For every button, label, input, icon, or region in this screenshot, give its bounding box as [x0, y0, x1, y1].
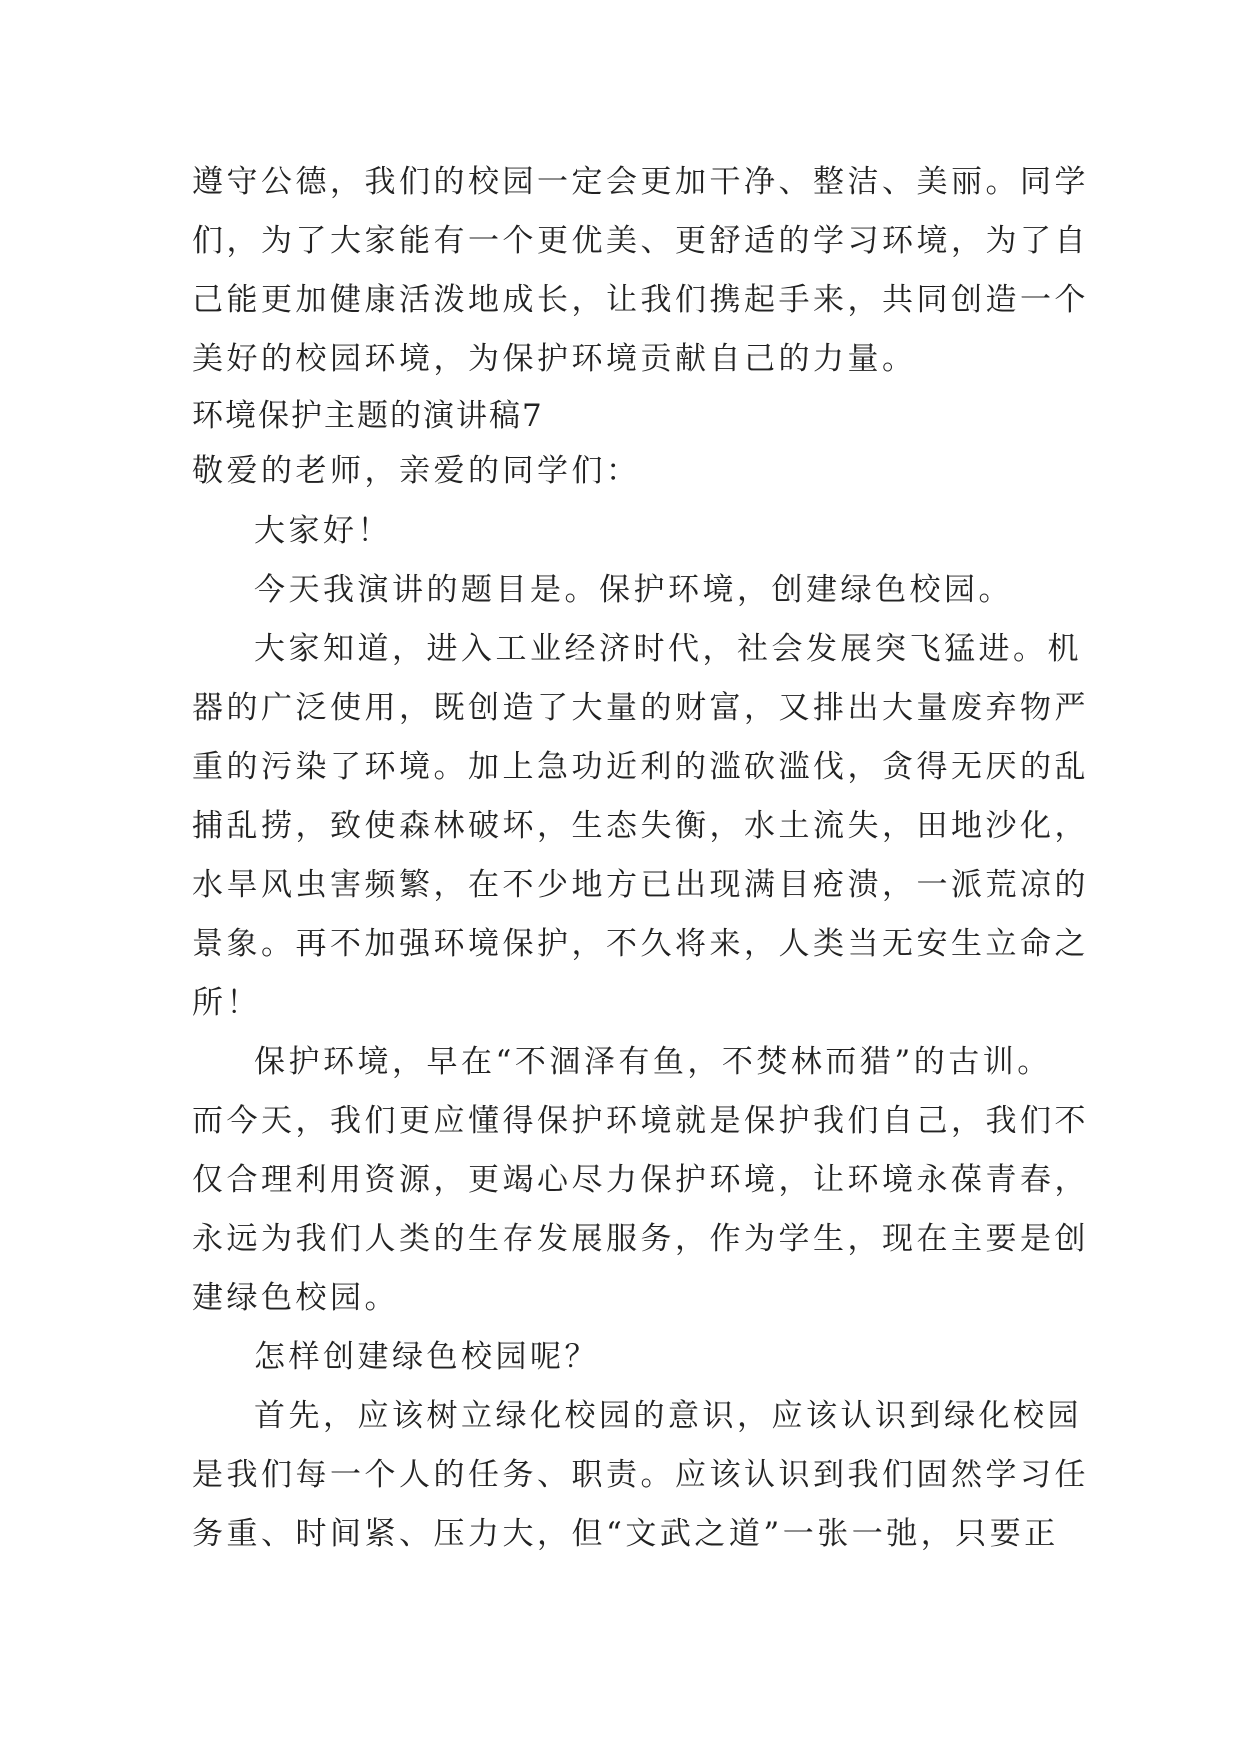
- greeting: 大家好！: [254, 513, 392, 549]
- text-line: 器的广泛使用，既创造了大量的财富，又排出大量废弃物严: [192, 690, 1089, 726]
- paragraph-line: 怎样创建绿色校园呢？: [254, 1339, 599, 1375]
- paragraph-line: 保护环境，早在“不涸泽有鱼，不焚林而猎”的古训。: [254, 1044, 1052, 1080]
- text-line: 捕乱捞，致使森林破坏，生态失衡，水土流失，田地沙化，: [192, 808, 1089, 844]
- text-line: 美好的校园环境，为保护环境贡献自己的力量。: [192, 341, 917, 377]
- section-heading: 环境保护主题的演讲稿7: [192, 398, 544, 434]
- text-line: 而今天，我们更应懂得保护环境就是保护我们自己，我们不: [192, 1103, 1089, 1139]
- paragraph-line: 首先，应该树立绿化校园的意识，应该认识到绿化校园: [254, 1398, 1082, 1434]
- text-line: 景象。再不加强环境保护，不久将来，人类当无安生立命之: [192, 926, 1089, 962]
- text-line: 们，为了大家能有一个更优美、更舒适的学习环境，为了自: [192, 223, 1089, 259]
- text-line: 所！: [192, 985, 261, 1021]
- text-line: 务重、时间紧、压力大，但“文武之道”一张一弛，只要正: [192, 1516, 1059, 1552]
- text-line: 水旱风虫害频繁，在不少地方已出现满目疮溃，一派荒凉的: [192, 867, 1089, 903]
- text-line: 仅合理利用资源，更竭心尽力保护环境，让环境永葆青春，: [192, 1162, 1089, 1198]
- salutation: 敬爱的老师，亲爱的同学们：: [192, 453, 641, 489]
- paragraph-line: 今天我演讲的题目是。保护环境，创建绿色校园。: [254, 572, 1013, 608]
- paragraph-line: 大家知道，进入工业经济时代，社会发展突飞猛进。机: [254, 631, 1082, 667]
- text-line: 永远为我们人类的生存发展服务，作为学生，现在主要是创: [192, 1221, 1089, 1257]
- text-line: 遵守公德，我们的校园一定会更加干净、整洁、美丽。同学: [192, 164, 1089, 200]
- text-line: 是我们每一个人的任务、职责。应该认识到我们固然学习任: [192, 1457, 1089, 1493]
- text-line: 建绿色校园。: [192, 1280, 399, 1316]
- text-line: 己能更加健康活泼地成长，让我们携起手来，共同创造一个: [192, 282, 1089, 318]
- text-line: 重的污染了环境。加上急功近利的滥砍滥伐，贪得无厌的乱: [192, 749, 1089, 785]
